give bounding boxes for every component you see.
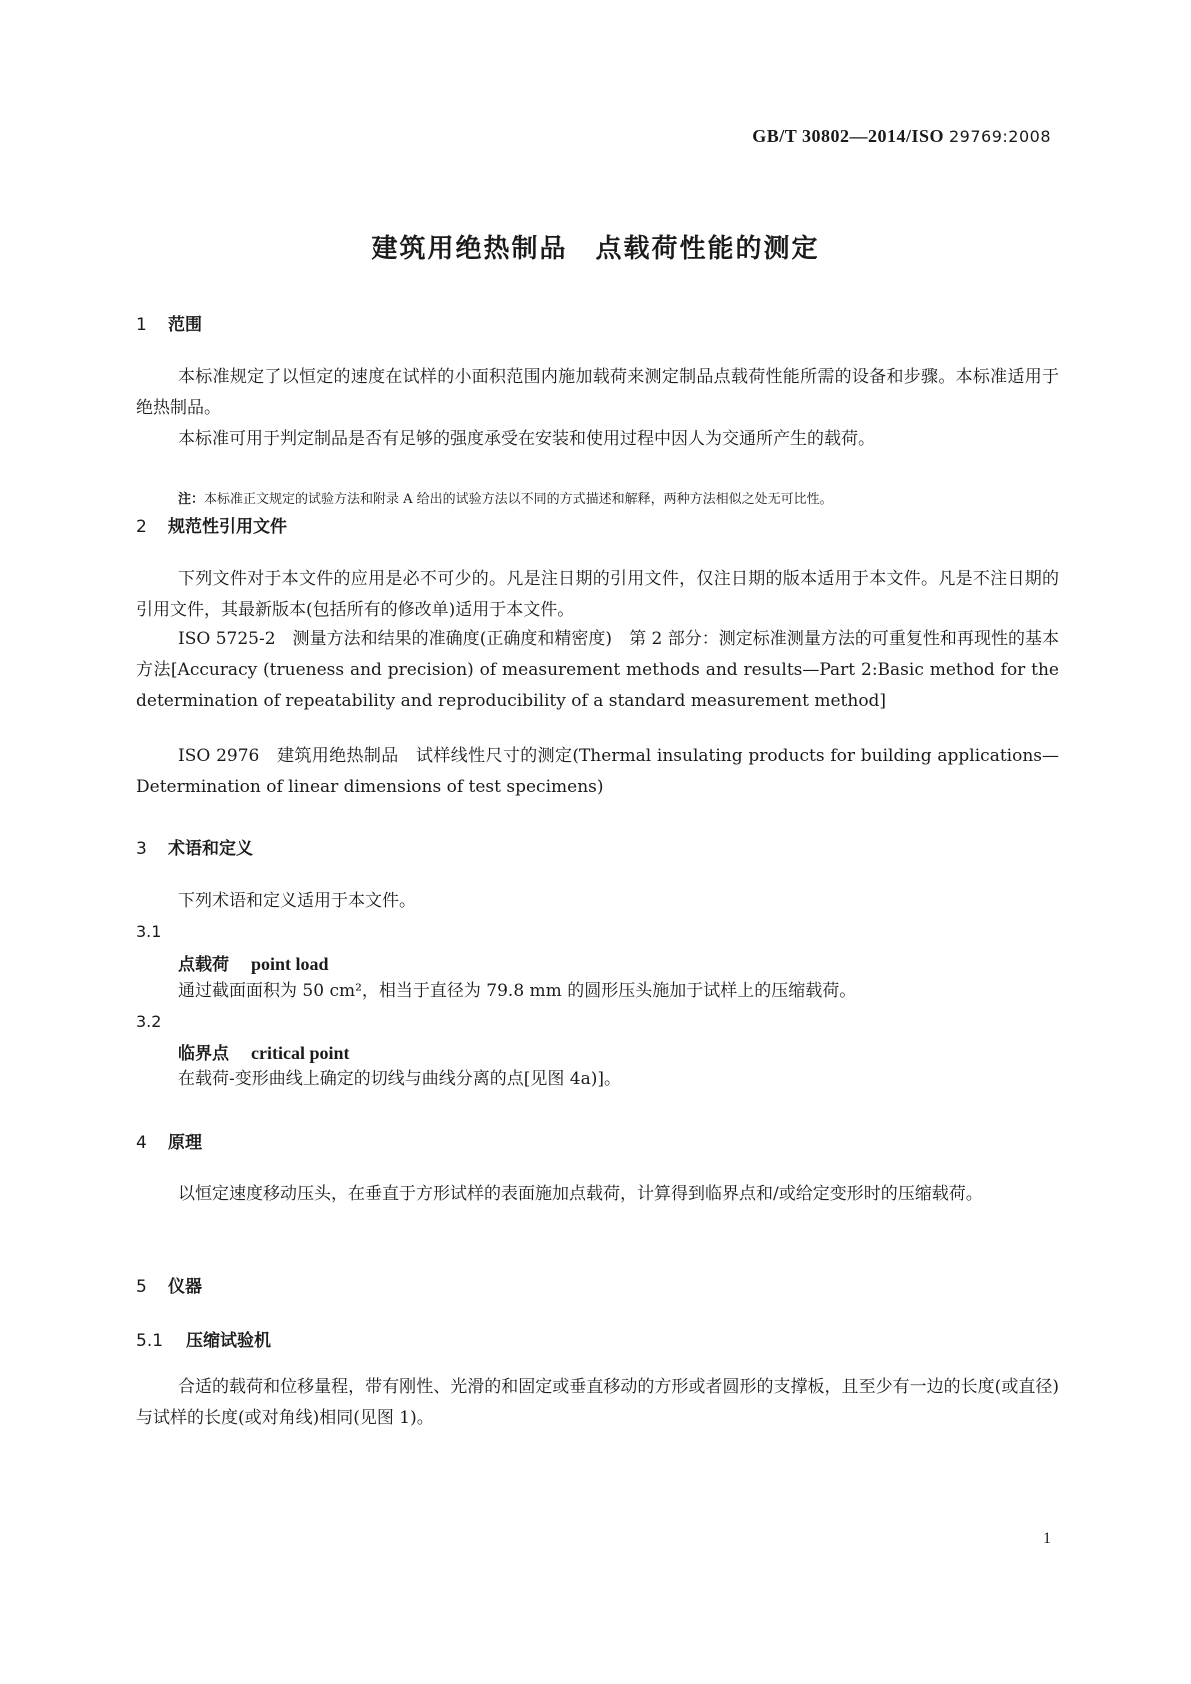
term-zh: 点载荷 (178, 955, 229, 975)
paragraph: 本标准规定了以恒定的速度在试样的小面积范围内施加载荷来测定制品点载荷性能所需的设备和步骤。本标准适用于绝热制品。 (136, 367, 1059, 418)
standard-code (752, 126, 1051, 147)
section-title: 术语和定义 (168, 839, 253, 859)
section-number: 5 (136, 1277, 147, 1297)
section-number: 2 (136, 517, 147, 537)
term-number: 3.2 (136, 1012, 162, 1031)
note (178, 490, 833, 510)
note-text: 本标准正文规定的试验方法和附录 A 给出的试验方法以不同的方式描述和解释，两种方法相似之处无可比性。 (204, 492, 833, 507)
section-title: 仪器 (168, 1277, 202, 1297)
section-heading-apparatus (136, 1272, 202, 1297)
term-en: critical point (251, 1043, 350, 1063)
section-title: 范围 (168, 315, 202, 335)
standard-code-year: 29769:2008 (948, 127, 1051, 146)
paragraph: 本标准可用于判定制品是否有足够的强度承受在安装和使用过程中因人为交通所产生的载荷。 (178, 429, 875, 449)
term-definition: 通过截面面积为 50 cm²，相当于直径为 79.8 mm 的圆形压头施加于试样上的压缩载荷。 (178, 981, 857, 1001)
section-number: 1 (136, 315, 147, 335)
section-number: 3 (136, 839, 147, 859)
note-label: 注： (178, 492, 205, 507)
paragraph: 合适的载荷和位移量程，带有刚性、光滑的和固定或垂直移动的方形或者圆形的支撑板，且至少有一边的长度(或直径)与试样的长度(或对角线)相同(见图 1)。 (136, 1377, 1059, 1428)
paragraph: 下列文件对于本文件的应用是必不可少的。凡是注日期的引用文件，仅注日期的版本适用于本文件。凡是不注日期的引用文件，其最新版本(包括所有的修改单)适用于本文件。 (136, 569, 1059, 620)
section-heading-normative-references (136, 512, 287, 537)
term-point-load (178, 950, 329, 975)
term-en: point load (251, 954, 329, 974)
paragraph: 以恒定速度移动压头，在垂直于方形试样的表面施加点载荷，计算得到临界点和/或给定变形时的压缩载荷。 (178, 1184, 983, 1204)
term-number: 3.1 (136, 922, 162, 941)
subsection-number: 5.1 (136, 1331, 164, 1351)
section-heading-scope (136, 310, 202, 335)
standard-code-main: GB/T 30802—2014/ISO (752, 126, 944, 146)
document-title: 建筑用绝热制品 点载荷性能的测定 (371, 234, 820, 264)
subsection-title: 压缩试验机 (186, 1331, 271, 1351)
page-number: 1 (1043, 1530, 1051, 1547)
term-zh: 临界点 (178, 1044, 229, 1064)
section-heading-terms (136, 834, 253, 859)
section-number: 4 (136, 1133, 147, 1153)
subsection-heading-compression-machine (136, 1326, 271, 1351)
section-title: 原理 (168, 1133, 202, 1153)
section-heading-principle (136, 1128, 202, 1153)
term-critical-point (178, 1039, 349, 1064)
paragraph: 下列术语和定义适用于本文件。 (178, 891, 416, 911)
section-title: 规范性引用文件 (168, 517, 287, 537)
reference-iso-2976: ISO 2976 建筑用绝热制品 试样线性尺寸的测定(Thermal insulating products for building applications—Determination of linear dimensions of test specimens) (136, 746, 1059, 797)
reference-iso-5725-2: ISO 5725-2 测量方法和结果的准确度(正确度和精密度) 第 2 部分：测定标准测量方法的可重复性和再现性的基本方法[Accuracy (trueness and precision) of measurement methods and results—Part 2:Basic method for the determination of repeatability and reproducibility of a standard measurement method] (136, 629, 1059, 711)
term-definition: 在载荷-变形曲线上确定的切线与曲线分离的点[见图 4a)]。 (178, 1069, 621, 1089)
